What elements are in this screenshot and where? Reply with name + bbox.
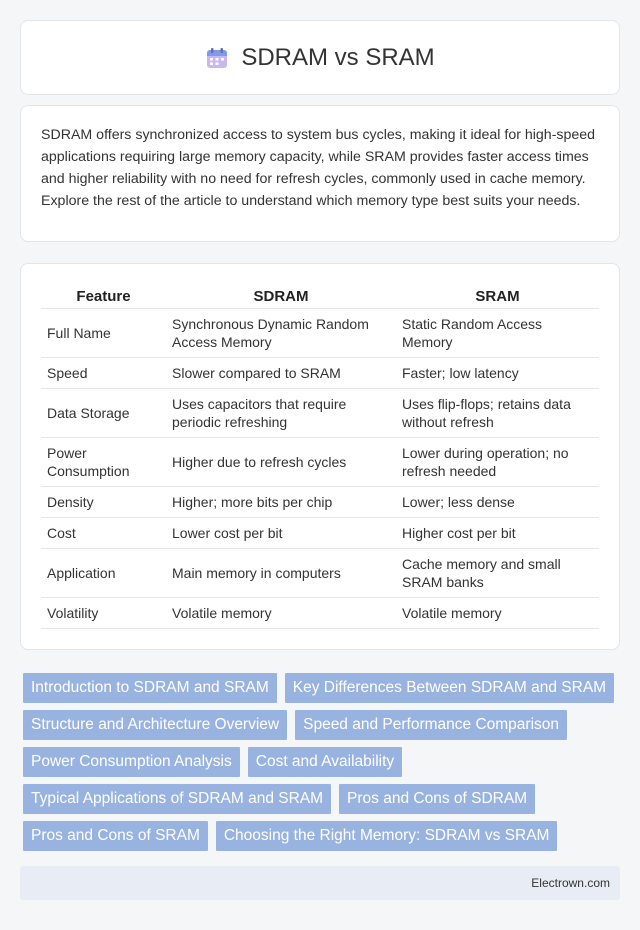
header-sram: SRAM xyxy=(396,284,599,308)
tag-link[interactable]: Key Differences Between SDRAM and SRAM xyxy=(285,673,614,703)
comparison-table xyxy=(41,284,599,629)
table-cell: Volatile memory xyxy=(166,597,396,628)
table-cell: Full Name xyxy=(41,308,166,357)
title-card xyxy=(20,20,620,95)
table-cell: Speed xyxy=(41,357,166,388)
table-cell: Volatile memory xyxy=(396,597,599,628)
tag-link[interactable]: Pros and Cons of SRAM xyxy=(23,821,208,851)
intro-text: SDRAM offers synchronized access to system bus cycles, making it ideal for high-speed applications requiring large memory capacity, while SRAM provides faster access times and higher reliability with no need for refresh cycles, commonly used in cache memory. Explore the rest of the article to understand which memory type best suits your needs. xyxy=(41,127,596,209)
table-cell: Lower cost per bit xyxy=(166,517,396,548)
table-row xyxy=(41,597,599,628)
table-cell: Slower compared to SRAM xyxy=(166,357,396,388)
calendar-icon xyxy=(205,46,229,70)
topic-tags xyxy=(23,673,623,858)
tag-link[interactable]: Choosing the Right Memory: SDRAM vs SRAM xyxy=(216,821,558,851)
table-row xyxy=(41,308,599,357)
table-cell: Lower; less dense xyxy=(396,486,599,517)
footer xyxy=(20,866,620,900)
table-cell: Static Random Access Memory xyxy=(396,308,599,357)
tag-link[interactable]: Structure and Architecture Overview xyxy=(23,710,287,740)
table-row xyxy=(41,357,599,388)
table-cell: Cost xyxy=(41,517,166,548)
tag-link[interactable]: Introduction to SDRAM and SRAM xyxy=(23,673,277,703)
table-cell: Higher; more bits per chip xyxy=(166,486,396,517)
table-cell: Data Storage xyxy=(41,388,166,437)
tag-row xyxy=(23,710,623,740)
table-cell: Power Consumption xyxy=(41,437,166,486)
table-row xyxy=(41,548,599,597)
table-cell: Synchronous Dynamic Random Access Memory xyxy=(166,308,396,357)
tag-link[interactable]: Typical Applications of SDRAM and SRAM xyxy=(23,784,331,814)
header-sdram: SDRAM xyxy=(166,284,396,308)
tag-link[interactable]: Cost and Availability xyxy=(248,747,402,777)
table-row xyxy=(41,437,599,486)
table-cell: Higher due to refresh cycles xyxy=(166,437,396,486)
table-cell: Uses flip-flops; retains data without refresh xyxy=(396,388,599,437)
table-cell: Volatility xyxy=(41,597,166,628)
tag-link[interactable]: Power Consumption Analysis xyxy=(23,747,240,777)
table-cell: Main memory in computers xyxy=(166,548,396,597)
table-cell: Density xyxy=(41,486,166,517)
table-cell: Faster; low latency xyxy=(396,357,599,388)
table-cell: Cache memory and small SRAM banks xyxy=(396,548,599,597)
tag-row xyxy=(23,747,623,777)
table-row xyxy=(41,517,599,548)
intro-card xyxy=(20,105,620,242)
table-cell: Higher cost per bit xyxy=(396,517,599,548)
table-cell: Lower during operation; no refresh needed xyxy=(396,437,599,486)
table-row xyxy=(41,486,599,517)
tag-link[interactable]: Pros and Cons of SDRAM xyxy=(339,784,535,814)
tag-row xyxy=(23,821,623,851)
table-cell: Uses capacitors that require periodic refreshing xyxy=(166,388,396,437)
page-title: SDRAM vs SRAM xyxy=(241,43,435,71)
tag-row xyxy=(23,784,623,814)
header-feature: Feature xyxy=(41,284,166,308)
tag-row xyxy=(23,673,623,703)
table-row xyxy=(41,388,599,437)
table-cell: Application xyxy=(41,548,166,597)
tag-link[interactable]: Speed and Performance Comparison xyxy=(295,710,567,740)
comparison-table-card xyxy=(20,263,620,650)
footer-site-link[interactable]: Electrown.com xyxy=(531,876,610,890)
